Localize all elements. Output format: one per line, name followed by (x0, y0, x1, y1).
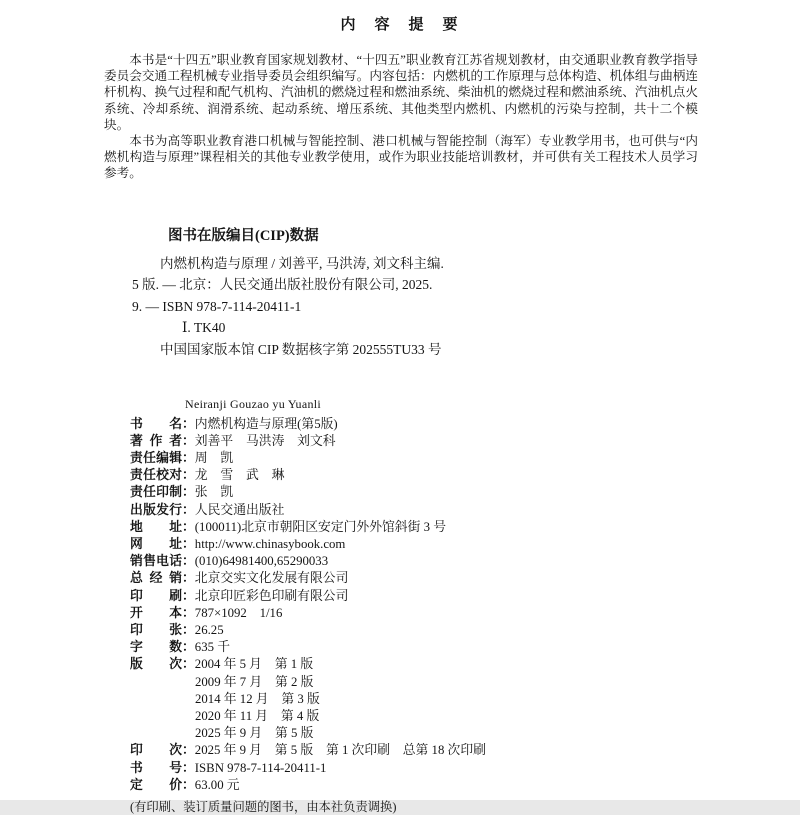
colophon-value: 周 凯 (194, 451, 234, 465)
colophon-row (130, 450, 800, 467)
colophon-row (130, 639, 800, 656)
colophon-label: 字数 (130, 640, 182, 655)
colophon-colon: ： (182, 743, 195, 758)
colophon-colon: ： (182, 640, 195, 655)
romanized-title: Neiranji Gouzao yu Yuanli (185, 396, 322, 411)
cip-line: Ⅰ. TK40 (182, 320, 226, 336)
colophon-row (130, 502, 800, 519)
colophon-row (130, 674, 800, 691)
colophon-value: 2025 年 9 月 第 5 版 第 1 次印刷 总第 18 次印刷 (194, 743, 486, 758)
colophon-value: 北京交实文化发展有限公司 (194, 571, 349, 586)
cip-line: 5 版. — 北京：人民交通出版社股份有限公司, 2025. (132, 277, 433, 293)
colophon-row (130, 605, 800, 622)
colophon-colon: ： (182, 777, 195, 792)
colophon-row (130, 536, 800, 553)
colophon-value: http://www.chinasybook.com (194, 537, 346, 552)
colophon-row (130, 708, 800, 725)
colophon-label: 书名 (130, 416, 182, 431)
colophon-value: 2004 年 5 月 第 1 版 (194, 657, 314, 672)
cip-lines (132, 253, 800, 361)
colophon-row (130, 570, 800, 587)
colophon-value: 787×1092 1/16 (194, 605, 283, 620)
colophon-row (130, 725, 800, 742)
cip-section (0, 224, 800, 361)
colophon-label: 书号 (130, 760, 182, 775)
colophon-value: 2020 年 11 月 第 4 版 (195, 709, 320, 724)
summary-paragraph: 本书是“十四五”职业教育国家规划教材、“十四五”职业教育江苏省规划教材，由交通职业教育教学指导委员会交通工程机械专业指导委员会组织编写。内容包括：内燃机的工作原理与总体构造、机体组与曲柄连杆机构、换气过程和配气机构、汽油机的燃烧过程和燃油系统、柴油机的燃烧过程和燃油系统、汽油机点火系统、冷却系统、润滑系统、起动系统、增压系统、其他类型内燃机、内燃机的污染与控制，共十二个模块。 (104, 53, 698, 132)
colophon-value: 26.25 (194, 623, 224, 638)
colophon-value: ISBN 978-7-114-20411-1 (194, 760, 327, 775)
colophon-row (130, 742, 800, 759)
colophon-colon: ： (182, 588, 195, 603)
cip-line: 中国国家版本馆 CIP 数据核字第 202555TU33 号 (160, 342, 442, 357)
colophon-colon: ： (182, 554, 195, 569)
colophon-colon: ： (182, 416, 195, 431)
colophon-value: 635 千 (194, 640, 230, 655)
colophon-colon: ： (182, 519, 195, 534)
colophon-value: 2025 年 9 月 第 5 版 (195, 726, 314, 741)
cip-heading: 图书在版编目(CIP)数据 (168, 227, 319, 244)
colophon-row (130, 777, 800, 794)
colophon-colon: ： (182, 485, 195, 500)
colophon-value: 2009 年 7 月 第 2 版 (195, 674, 314, 689)
colophon-colon: ： (182, 451, 195, 465)
colophon-label: 定价 (130, 777, 182, 792)
colophon-colon: ： (182, 433, 195, 448)
colophon-label: 总经销 (130, 571, 182, 586)
colophon-label: 印刷 (130, 588, 182, 603)
colophon-row (130, 691, 800, 708)
colophon-label: 印张 (130, 623, 182, 638)
colophon-label: 著作者 (130, 433, 182, 448)
colophon-colon: ： (182, 468, 195, 483)
colophon-value: 张 凯 (194, 485, 234, 500)
colophon-label: 地址 (130, 519, 182, 534)
colophon-label: 开本 (130, 605, 182, 620)
colophon-colon: ： (182, 623, 195, 638)
page-title: 内 容 提 要 (340, 17, 460, 33)
colophon-label: 出版发行 (130, 502, 182, 517)
colophon-value: 内燃机构造与原理(第5版) (194, 416, 338, 431)
colophon-row (130, 622, 800, 639)
colophon-colon: ： (182, 537, 195, 552)
colophon-value: 龙 雪 武 琳 (194, 468, 285, 483)
colophon-row (130, 416, 800, 433)
colophon-label: 责任编辑 (130, 451, 182, 465)
summary-paragraph: 本书为高等职业教育港口机械与智能控制、港口机械与智能控制（海军）专业教学用书，也可供与“内燃机构造与原理”课程相关的其他专业教学使用，或作为职业技能培训教材，并可供有关工程技术人员学习参考。 (104, 134, 698, 181)
colophon-row (130, 433, 800, 450)
colophon-label: 版次 (130, 657, 182, 672)
summary-paragraphs (104, 52, 698, 182)
exchange-note: (有印刷、装订质量问题的图书，由本社负责调换) (130, 800, 397, 815)
colophon-row (130, 588, 800, 605)
colophon-value: 北京印匠彩色印刷有限公司 (194, 588, 349, 603)
colophon-row (130, 484, 800, 501)
colophon-colon: ： (182, 657, 195, 672)
colophon-label: 印次 (130, 743, 182, 758)
colophon-value: 63.00 元 (194, 777, 240, 792)
colophon-value: 人民交通出版社 (194, 502, 285, 517)
colophon-colon: ： (182, 760, 195, 775)
colophon-row (130, 656, 800, 673)
colophon-label: 网址 (130, 537, 182, 552)
cip-line: 内燃机构造与原理 / 刘善平, 马洪涛, 刘文科主编. (160, 255, 444, 271)
colophon-value: (010)64981400,65290033 (194, 554, 329, 569)
colophon-value: 2014 年 12 月 第 3 版 (195, 691, 320, 706)
colophon-label: 销售电话 (130, 554, 182, 569)
colophon-section (130, 397, 800, 815)
colophon-colon: ： (182, 571, 195, 586)
colophon-row (130, 760, 800, 777)
colophon-value: (100011)北京市朝阳区安定门外外馆斜街 3 号 (194, 519, 446, 534)
colophon-rows (130, 416, 800, 794)
colophon-colon: ： (182, 605, 195, 620)
colophon-row (130, 553, 800, 570)
colophon-value: 刘善平 马洪涛 刘文科 (194, 433, 336, 448)
colophon-label: 责任校对 (130, 468, 182, 483)
colophon-colon: ： (182, 502, 195, 517)
colophon-label: 责任印制 (130, 485, 182, 500)
colophon-row (130, 467, 800, 484)
colophon-row (130, 519, 800, 536)
cip-line: 9. — ISBN 978-7-114-20411-1 (132, 298, 302, 314)
